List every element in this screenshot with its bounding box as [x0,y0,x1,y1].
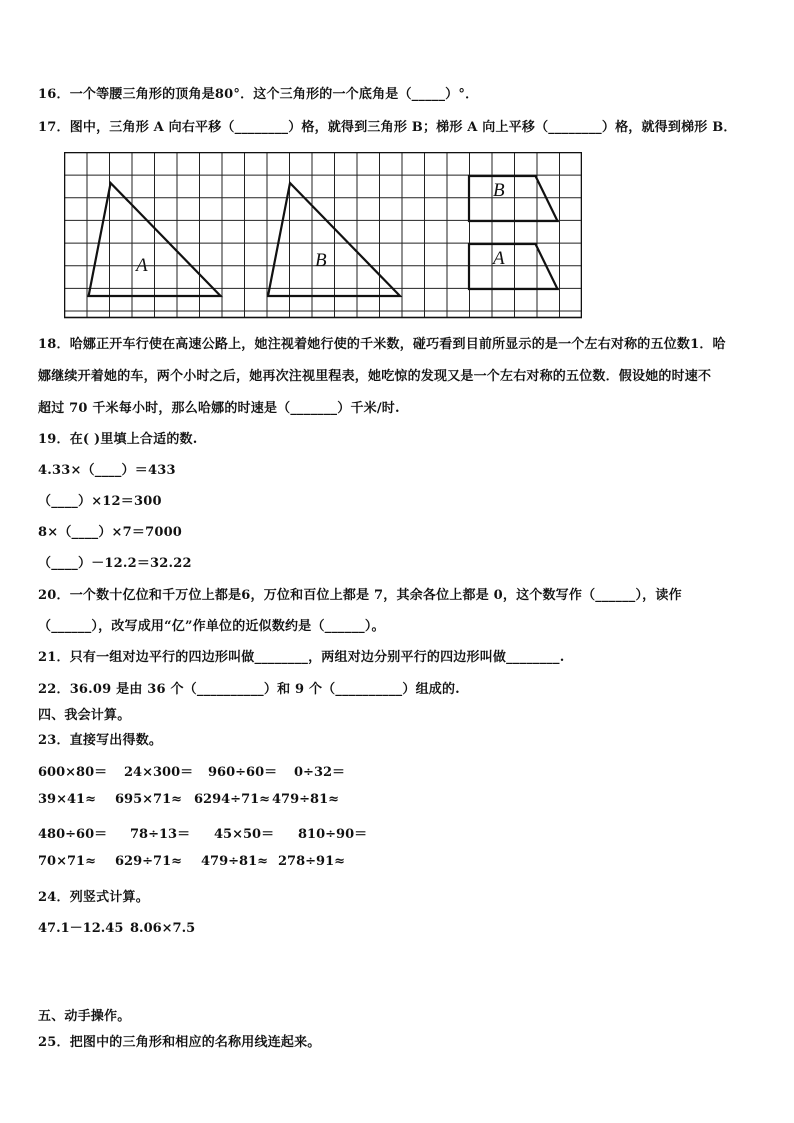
calc-item: 479÷81≈ [272,792,340,807]
section-5-heading: 五、动手操作。 [38,1009,131,1024]
question-25: 25．把图中的三角形和相应的名称用线连起来。 [38,1035,321,1050]
calc-item: 810÷90＝ [298,827,368,842]
grid-border [65,153,582,318]
calc-row-2 [38,792,352,807]
calc-row-3 [38,823,378,842]
question-20-line-1: 20．一个数十亿位和千万位上都是6，万位和百位上都是 7，其余各位上都是 0，这个数写作（______），读作 [38,588,682,603]
calc-row-4 [38,854,358,869]
section-4-heading: 四、我会计算。 [38,708,131,723]
label-triangle-a: A [136,255,148,276]
question-19-item-3: 8×（____）×7＝7000 [38,525,183,540]
label-trapezoid-a: A [493,248,505,269]
label-triangle-b: B [315,250,327,271]
calc-item: 39×41≈ [38,792,96,807]
question-24-title: 24．列竖式计算。 [38,890,149,905]
question-18-line-3: 超过 70 千米每小时，那么哈娜的时速是（_______）千米/时. [38,401,400,416]
question-20-line-2: （______），改写成用“亿”作单位的近似数约是（______）。 [38,619,385,634]
question-18-line-1: 18．哈娜正开车行使在高速公路上，她注视着她行使的千米数，碰巧看到目前所显示的是一个左右对称的五位数1．哈 [38,337,726,352]
calc-item: 24×300＝ [124,765,194,780]
trapezoid-a [469,244,558,289]
calc-item: 8.06×7.5 [130,921,196,936]
question-19-item-4: （____）－12.2＝32.22 [38,556,192,571]
calc-item: 960÷60＝ [208,765,278,780]
calc-item: 47.1－12.45 [38,921,124,936]
calc-item: 0÷32＝ [294,765,346,780]
question-24-items [38,917,210,936]
calc-row-1 [38,761,374,780]
label-trapezoid-b: B [493,180,505,201]
question-17: 17．图中，三角形 A 向右平移（________）格，就得到三角形 B；梯形 A 向上平移（________）格，就得到梯形 B． [38,120,737,135]
calc-item: 695×71≈ [115,792,183,807]
trapezoid-b [469,176,558,221]
question-19-item-1: 4.33×（____）＝433 [38,463,176,478]
calc-item: 6294÷71≈ [194,792,271,807]
question-22: 22．36.09 是由 36 个（__________）和 9 个（__________）组成的. [38,682,460,697]
calc-item: 278÷91≈ [278,854,346,869]
translation-grid-figure [64,152,582,320]
question-18-line-2: 娜继续开着她的车，两个小时之后，她再次注视里程表，她吃惊的发现又是一个左右对称的五位数．假设她的时速不 [38,369,712,384]
calc-item: 70×71≈ [38,854,96,869]
calc-item: 45×50＝ [214,827,275,842]
question-19-item-2: （____）×12＝300 [38,494,162,509]
calc-item: 600×80＝ [38,765,108,780]
calc-item: 480÷60＝ [38,827,108,842]
question-23-title: 23．直接写出得数。 [38,733,163,748]
question-19-title: 19．在( )里填上合适的数. [38,432,198,447]
question-21: 21．只有一组对边平行的四边形叫做________，两组对边分别平行的四边形叫做________. [38,650,565,665]
calc-item: 78÷13＝ [130,827,191,842]
calc-item: 479÷81≈ [201,854,269,869]
question-16: 16．一个等腰三角形的顶角是80°．这个三角形的一个底角是（_____）°． [38,87,479,102]
calc-item: 629÷71≈ [115,854,183,869]
